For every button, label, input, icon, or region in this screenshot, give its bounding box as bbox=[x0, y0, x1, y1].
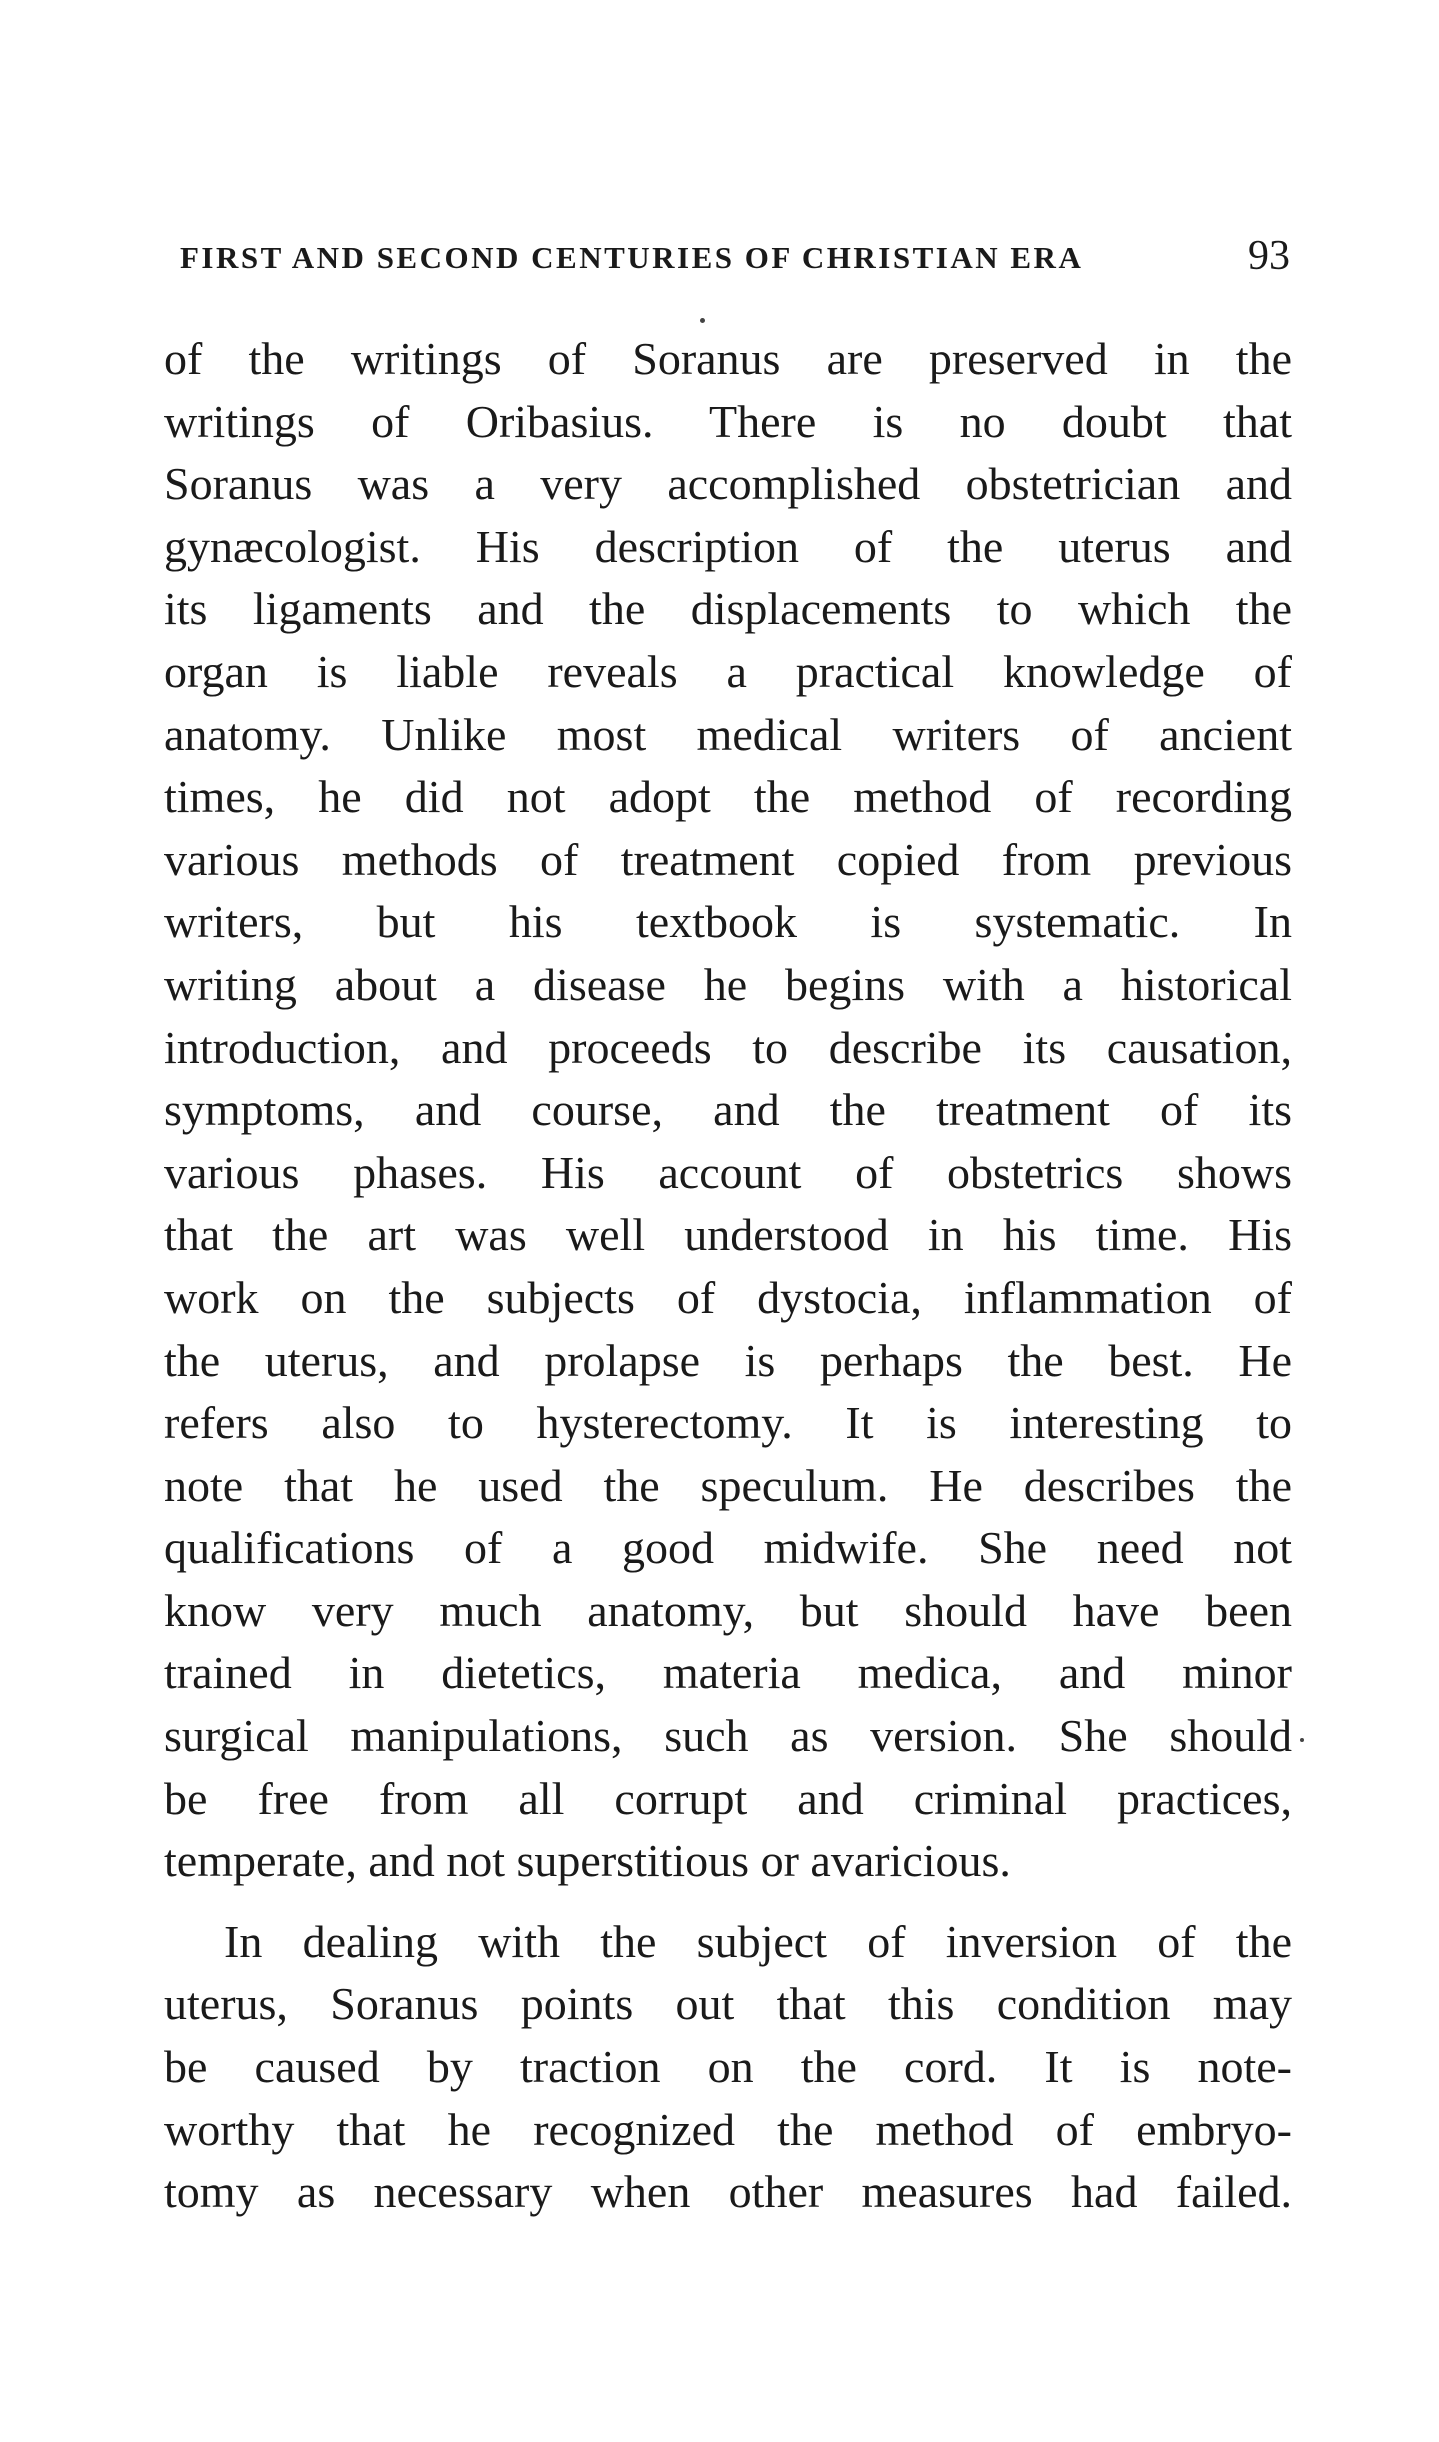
text-line: that the art was well understood in his time. His bbox=[164, 1209, 1292, 1261]
text-line: uterus, Soranus points out that this condition may bbox=[164, 1978, 1292, 2030]
text-line: the uterus, and prolapse is perhaps the best. He bbox=[164, 1334, 1292, 1386]
text-line: introduction, and proceeds to describe its causation, bbox=[164, 1021, 1292, 1073]
text-line: refers also to hysterectomy. It is interesting to bbox=[164, 1397, 1292, 1449]
text-line: writings of Oribasius. There is no doubt that bbox=[164, 395, 1292, 447]
paragraph-1 bbox=[164, 328, 1292, 1893]
text-line: temperate, and not superstitious or avaricious. bbox=[164, 1835, 1011, 1887]
text-line: of the writings of Soranus are preserved in the bbox=[164, 333, 1292, 384]
text-line: various phases. His account of obstetrics shows bbox=[164, 1146, 1292, 1198]
text-line: work on the subjects of dystocia, inflammation of bbox=[164, 1271, 1292, 1323]
paragraph-2 bbox=[164, 1911, 1292, 2224]
body-text bbox=[164, 328, 1292, 2224]
running-head bbox=[180, 232, 1290, 280]
print-speck bbox=[1300, 1738, 1304, 1742]
text-line: times, he did not adopt the method of recording bbox=[164, 771, 1292, 823]
text-line: symptoms, and course, and the treatment of its bbox=[164, 1084, 1292, 1136]
text-line: In dealing with the subject of inversion of the bbox=[224, 1915, 1292, 1967]
text-line: qualifications of a good midwife. She need not bbox=[164, 1522, 1292, 1574]
text-line: writers, but his textbook is systematic. In bbox=[164, 896, 1292, 948]
text-line: worthy that he recognized the method of embryo- bbox=[164, 2103, 1292, 2155]
text-line: note that he used the speculum. He describes the bbox=[164, 1459, 1292, 1511]
text-line: various methods of treatment copied from previous bbox=[164, 833, 1292, 885]
text-line: anatomy. Unlike most medical writers of ancient bbox=[164, 708, 1292, 760]
text-line: gynæcologist. His description of the uterus and bbox=[164, 520, 1292, 572]
text-line: surgical manipulations, such as version. She should bbox=[164, 1710, 1292, 1762]
print-speck bbox=[700, 318, 705, 323]
text-line: be caused by traction on the cord. It is note- bbox=[164, 2041, 1292, 2093]
text-line: tomy as necessary when other measures had failed. bbox=[164, 2166, 1292, 2218]
text-line: be free from all corrupt and criminal practices, bbox=[164, 1772, 1292, 1824]
text-line: trained in dietetics, materia medica, and minor bbox=[164, 1647, 1292, 1699]
running-title: FIRST AND SECOND CENTURIES OF CHRISTIAN ERA bbox=[180, 240, 1084, 275]
paragraph-break bbox=[164, 1893, 1292, 1911]
text-line: writing about a disease he begins with a historical bbox=[164, 958, 1292, 1010]
text-line: Soranus was a very accomplished obstetrician and bbox=[164, 458, 1292, 510]
text-line: know very much anatomy, but should have been bbox=[164, 1584, 1292, 1636]
page-number: 93 bbox=[1248, 233, 1290, 279]
text-line: its ligaments and the displacements to which the bbox=[164, 583, 1292, 635]
text-line: organ is liable reveals a practical knowledge of bbox=[164, 645, 1292, 697]
